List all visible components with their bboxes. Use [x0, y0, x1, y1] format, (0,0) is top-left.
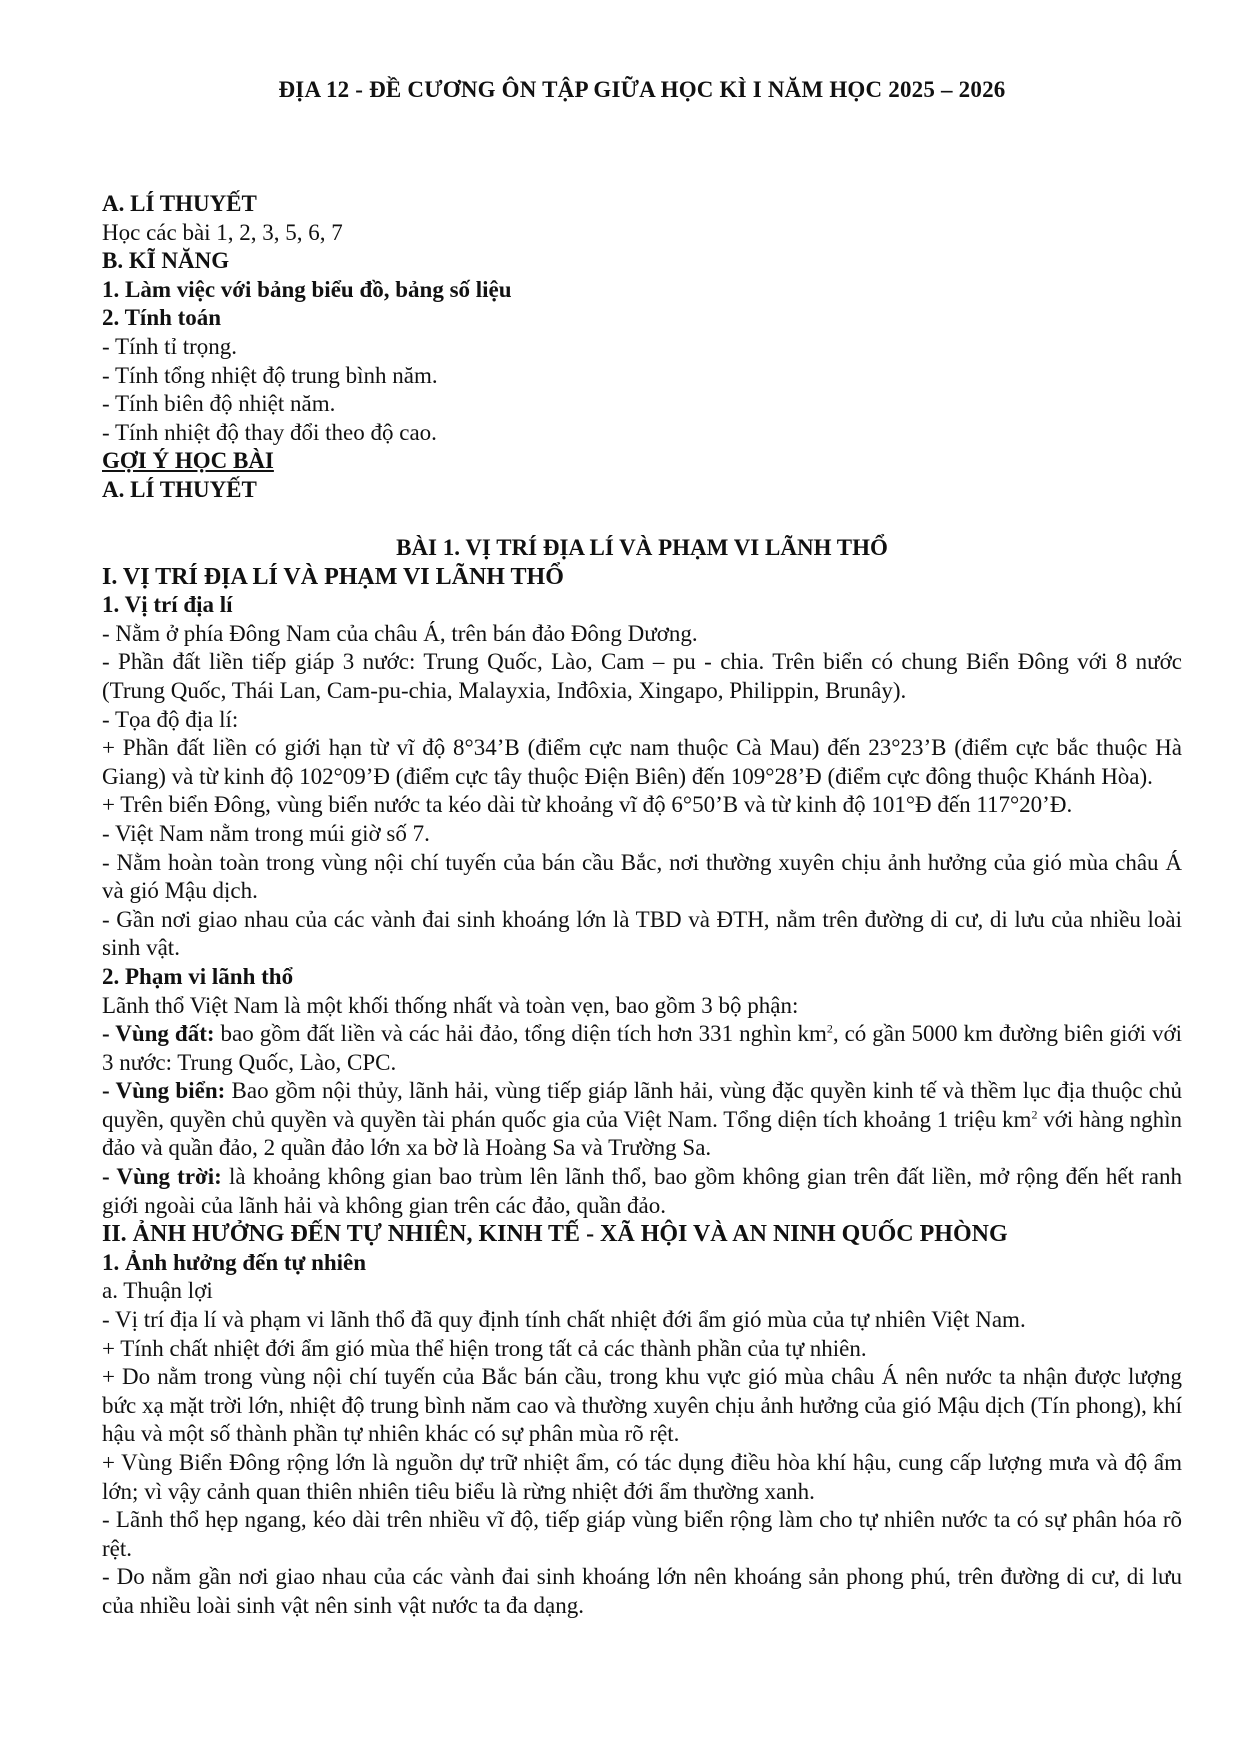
sea-zone-paragraph [102, 1077, 1182, 1163]
paragraph: + Tính chất nhiệt đới ẩm gió mùa thể hiện trong tất cả các thành phần của tự nhiên. [102, 1335, 867, 1361]
land-zone-paragraph [102, 1020, 1182, 1077]
paragraph: - Do nằm gần nơi giao nhau của các vành đai sinh khoáng lớn nên khoáng sản phong phú, trên đường di cư, di lưu của nhiều loài sinh vật nên sinh vật nước ta đa dạng. [102, 1564, 1182, 1618]
paragraph: - Vị trí địa lí và phạm vi lãnh thổ đã quy định tính chất nhiệt đới ẩm gió mùa của tự nhiên Việt Nam. [102, 1307, 1026, 1333]
subsection-heading: 2. Phạm vi lãnh thổ [102, 963, 294, 989]
superscript: 2 [1031, 1107, 1038, 1122]
paragraph: - Nằm hoàn toàn trong vùng nội chí tuyến của bán cầu Bắc, nơi thường xuyên chịu ảnh hưởng của gió mùa châu Á và gió Mậu dịch. [102, 849, 1182, 904]
paragraph: - Việt Nam nằm trong múi giờ số 7. [102, 820, 430, 846]
skill-1: 1. Làm việc với bảng biểu đồ, bảng số liệu [102, 276, 512, 302]
lesson-title: BÀI 1. VỊ TRÍ ĐỊA LÍ VÀ PHẠM VI LÃNH THỔ [396, 535, 888, 560]
sky-zone-text: là khoảng không gian bao trùm lên lãnh thổ, bao gồm không gian trên đất liền, mở rộng đến hết ranh giới ngoài của lãnh hải và không gian trên các đảo, quần đảo. [102, 1164, 1182, 1218]
calc-item: - Tính tổng nhiệt độ trung bình năm. [102, 362, 438, 388]
subsection-heading: 1. Ảnh hưởng đến tự nhiên [102, 1249, 367, 1275]
paragraph: - Nằm ở phía Đông Nam của châu Á, trên bán đảo Đông Dương. [102, 620, 698, 646]
skill-2: 2. Tính toán [102, 305, 222, 331]
paragraph: + Do nằm trong vùng nội chí tuyến của Bắc bán cầu, trong khu vực gió mùa châu Á nên nước ta nhận được lượng bức xạ mặt trời lớn, nhiệt độ trung bình năm cao và thường xuyên chịu ảnh hưởng của gió Mậu dịch (Tín phong), khí hậu và một số thành phần tự nhiên khác có sự phân mùa rõ rệt. [102, 1364, 1182, 1447]
hint-theory-heading: A. LÍ THUYẾT [102, 476, 257, 502]
land-zone-text: bao gồm đất liền và các hải đảo, tổng diện tích hơn 331 nghìn km [214, 1021, 827, 1047]
superscript: 2 [826, 1021, 833, 1036]
document-title: ĐỊA 12 - ĐỀ CƯƠNG ÔN TẬP GIỮA HỌC KÌ I NĂM HỌC 2025 – 2026 [278, 77, 1006, 102]
sky-zone-paragraph [102, 1163, 1182, 1220]
calc-item: - Tính nhiệt độ thay đổi theo độ cao. [102, 419, 437, 445]
study-hint-heading: GỢI Ý HỌC BÀI [102, 448, 274, 474]
advantage-label: a. Thuận lợi [102, 1278, 213, 1304]
section-heading-2: II. ẢNH HƯỞNG ĐẾN TỰ NHIÊN, KINH TẾ - XÃ HỘI VÀ AN NINH QUỐC PHÒNG [102, 1221, 1008, 1248]
lesson-1 [102, 534, 1182, 1621]
paragraph: - Gần nơi giao nhau của các vành đai sinh khoáng lớn là TBD và ĐTH, nằm trên đường di cư, di lưu của nhiều loài sinh vật. [102, 906, 1182, 961]
sea-zone-text: Bao gồm nội thủy, lãnh hải, vùng tiếp giáp lãnh hải, vùng đặc quyền kinh tế và thềm lục địa thuộc chủ quyền, quyền chủ quyền và quyền tài phán quốc gia của Việt Nam. Tổng diện tích khoảng 1 triệu km [102, 1078, 1182, 1132]
paragraph: + Phần đất liền có giới hạn từ vĩ độ 8°34’B (điểm cực nam thuộc Cà Mau) đến 23°23’B (điểm cực bắc thuộc Hà Giang) và từ kinh độ 102°09’Đ (điểm cực tây thuộc Điện Biên) đến 109°28’Đ (điểm cực đông thuộc Khánh Hòa). [102, 735, 1182, 789]
sea-zone-label: - Vùng biển: [102, 1078, 226, 1104]
calc-item: - Tính tỉ trọng. [102, 333, 238, 359]
paragraph: - Phần đất liền tiếp giáp 3 nước: Trung Quốc, Lào, Cam – pu - chia. Trên biển có chung Biển Đông với 8 nước (Trung Quốc, Thái Lan, Cam-pu-chia, Malayxia, Inđôxia, Xingapo, Philippin, Brunây). [102, 649, 1182, 703]
outline-section [102, 190, 1182, 505]
land-zone-text: , có gần 5000 km đường biên giới với 3 nước: Trung Quốc, Lào, CPC. [102, 1021, 1183, 1075]
calc-item: - Tính biên độ nhiệt năm. [102, 391, 336, 417]
paragraph: - Tọa độ địa lí: [102, 706, 239, 732]
subsection-heading: 1. Vị trí địa lí [102, 592, 233, 618]
section-heading-1: I. VỊ TRÍ ĐỊA LÍ VÀ PHẠM VI LÃNH THỔ [102, 563, 564, 590]
theory-heading: A. LÍ THUYẾT [102, 191, 257, 216]
sea-zone-text: với hàng nghìn đảo và quần đảo, 2 quần đảo lớn xa bờ là Hoàng Sa và Trường Sa. [102, 1106, 1183, 1161]
paragraph: + Vùng Biển Đông rộng lớn là nguồn dự trữ nhiệt ẩm, có tác dụng điều hòa khí hậu, cung cấp lượng mưa và độ ẩm lớn; vì vậy cảnh quan thiên nhiên tiêu biểu là rừng nhiệt đới ẩm thường xanh. [102, 1450, 1182, 1504]
theory-text: Học các bài 1, 2, 3, 5, 6, 7 [102, 219, 343, 245]
skills-heading: B. KĨ NĂNG [102, 248, 230, 274]
land-zone-label: - Vùng đất: [102, 1021, 215, 1047]
paragraph: Lãnh thổ Việt Nam là một khối thống nhất và toàn vẹn, bao gồm 3 bộ phận: [102, 992, 799, 1018]
paragraph: + Trên biển Đông, vùng biển nước ta kéo dài từ khoảng vĩ độ 6°50’B và từ kinh độ 101°Đ đến 117°20’Đ. [102, 792, 1073, 818]
paragraph: - Lãnh thổ hẹp ngang, kéo dài trên nhiều vĩ độ, tiếp giáp vùng biển rộng làm cho tự nhiên nước ta có sự phân hóa rõ rệt. [102, 1507, 1182, 1561]
sky-zone-label: - Vùng trời: [102, 1164, 222, 1190]
